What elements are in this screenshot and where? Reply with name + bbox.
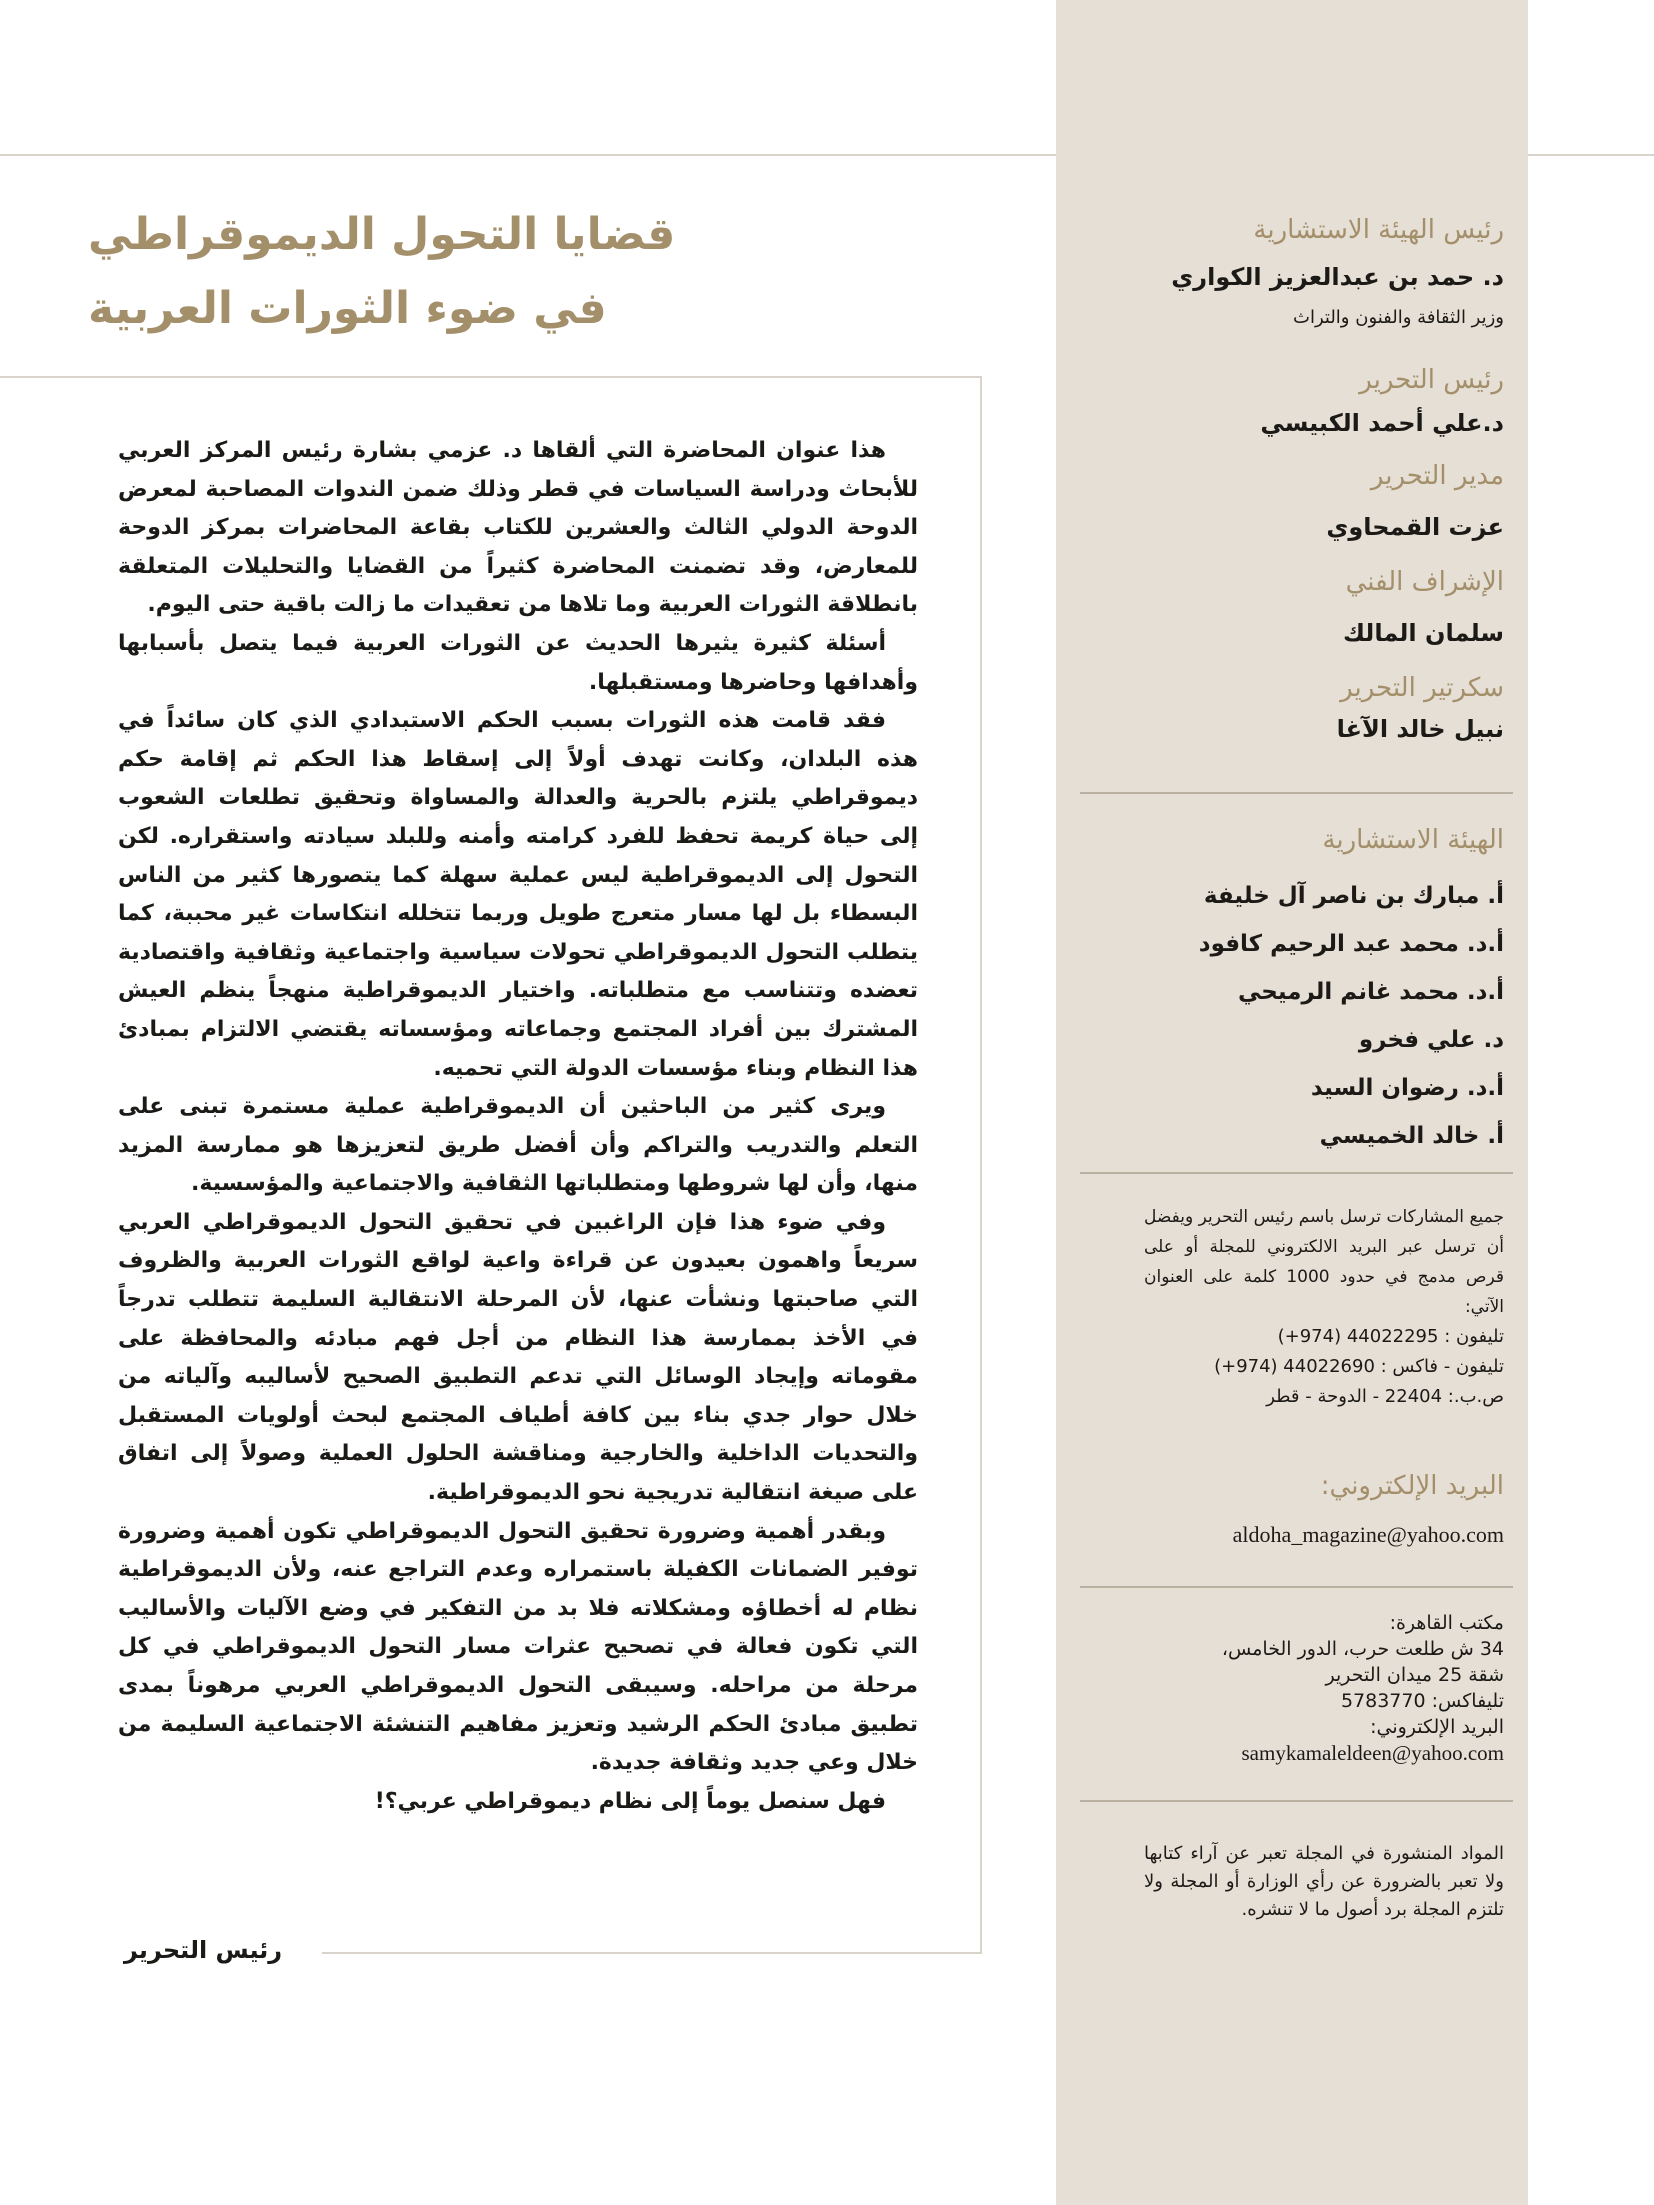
managing-editor-label: مدير التحرير — [1370, 461, 1504, 491]
email-label: البريد الإلكتروني: — [1320, 1471, 1504, 1501]
cairo-telefax: تليفاكس: 5783770 — [1340, 1690, 1504, 1712]
editor-in-chief-name: د.علي أحمد الكبيسي — [1260, 409, 1504, 437]
page-title — [88, 198, 688, 346]
board-member: أ.د. محمد غانم الرميحي — [1237, 979, 1504, 1005]
board-member: أ. مبارك بن ناصر آل خليفة — [1203, 883, 1504, 909]
secretary-name: نبيل خالد الآغا — [1336, 715, 1504, 743]
cairo-email-link[interactable]: samykamaleldeen@yahoo.com — [1241, 1741, 1504, 1765]
phone: تليفون : 44022295 (974+) — [1277, 1326, 1504, 1347]
article-paragraph: فهل سنصل يوماً إلى نظام ديموقراطي عربي؟! — [374, 1788, 886, 1814]
cairo-office-label: مكتب القاهرة: — [1389, 1612, 1504, 1634]
board-member: أ.د. محمد عبد الرحيم كافود — [1198, 931, 1504, 957]
email-link[interactable]: aldoha_magazine@yahoo.com — [1232, 1522, 1504, 1547]
sidebar-divider — [1080, 1172, 1513, 1174]
sidebar-divider — [1080, 1800, 1513, 1802]
article-frame-bottom — [322, 1952, 982, 1954]
article-signature: رئيس التحرير — [124, 1936, 283, 1964]
advisory-head-title: وزير الثقافة والفنون والتراث — [1293, 307, 1504, 328]
article-paragraph: وبقدر أهمية وضرورة تحقيق التحول الديموقراطي تكون أهمية وضرورة توفير الضمانات الكفيلة باستمراره وعدم التراجع عنه، ولأن الديموقراطية نظام له أخطاؤه ومشكلاته فلا بد من التفكير في وضع الآليات والأساليب التي تكون فعالة في تصحيح عثرات مسار التحول الديموقراطي في كل مرحلة من مراحله. وسيبقى التحول الديموقراطي العربي مرهوناً بمدى تطبيق مبادئ الحكم الرشيد وتعزيز مفاهيم التنشئة الاجتماعية السليمة من خلال وعي جديد وثقافة جديدة. — [118, 1518, 918, 1776]
board-member: أ.د. رضوان السيد — [1310, 1075, 1504, 1101]
secretary-label: سكرتير التحرير — [1340, 673, 1504, 703]
sidebar-divider — [1080, 1586, 1513, 1588]
cairo-address-2: شقة 25 ميدان التحرير — [1325, 1664, 1504, 1686]
article-frame-top — [0, 376, 982, 378]
art-direction-label: الإشراف الفني — [1345, 567, 1504, 597]
disclaimer: المواد المنشورة في المجلة تعبر عن آراء كتابها ولا تعبر بالضرورة عن رأي الوزارة أو المجلة ولا تلتزم المجلة برد أصول ما لا تنشره. — [1144, 1843, 1504, 1920]
sidebar-divider — [1080, 792, 1513, 794]
top-rule-right — [1528, 154, 1654, 156]
article-paragraph: فقد قامت هذه الثورات بسبب الحكم الاستبدادي الذي كان سائداً في هذه البلدان، وكانت تهدف أولاً إلى إسقاط هذا الحكم ثم إقامة حكم ديموقراطي يلتزم بالحرية والعدالة والمساواة وتحقيق تطلعات الشعوب إلى حياة كريمة تحفظ للفرد كرامته وأمنه وللبلد سيادته واستقراره. لكن التحول إلى الديموقراطية ليس عملية سهلة كما يتصورها كثير من الناس البسطاء بل لها مسار متعرج طويل وربما تتخلله انتكاسات غير محببة، كما يتطلب التحول الديموقراطي تحولات سياسية واجتماعية وثقافية واقتصادية تعضده وتتناسب مع متطلباته. واختيار الديموقراطية منهجاً ينظم العيش المشترك بين أفراد المجتمع وجماعاته ومؤسساته يقتضي الالتزام بمبادئ هذا النظام وبناء مؤسسات الدولة التي تحميه. — [118, 708, 918, 1081]
article-paragraph: ويرى كثير من الباحثين أن الديموقراطية عملية مستمرة تبنى على التعلم والتدريب والتراكم وأن أفضل طريق لتعزيزها هو ممارسة المزيد منها، وأن لها شروطها ومتطلباتها الثقافية والاجتماعية والمؤسسية. — [118, 1094, 918, 1197]
article-paragraph: وفي ضوء هذا فإن الراغبين في تحقيق التحول الديموقراطي العربي سريعاً واهمون بعيدون عن قراءة واعية لواقع الثورات العربية والظروف التي صاحبتها ونشأت عنها، لأن المرحلة الانتقالية السليمة تتطلب تدرجاً في الأخذ بممارسة هذا النظام من أجل فهم مبادئه والمحافظة على مقوماته وإيجاد الوسائل التي تدعم التطبيق الصحيح لأساليبه وآلياته من خلال حوار جدي بناء بين كافة أطياف المجتمع لبحث أولويات المستقبل والتحديات الداخلية والخارجية ومناقشة الحلول العملية وصولاً إلى اتفاق على صيغة انتقالية تدريجية نحو الديموقراطية. — [118, 1209, 918, 1506]
top-rule — [0, 154, 1056, 156]
advisory-board-label: الهيئة الاستشارية — [1322, 825, 1504, 855]
editor-in-chief-label: رئيس التحرير — [1359, 365, 1504, 395]
advisory-head-label: رئيس الهيئة الاستشارية — [1253, 215, 1504, 245]
article-paragraph: أسئلة كثيرة يثيرها الحديث عن الثورات العربية فيما يتصل بأسبابها وأهدافها وحاضرها ومستقبلها. — [118, 630, 918, 695]
advisory-head-name: د. حمد بن عبدالعزيز الكواري — [1171, 263, 1504, 291]
cairo-email-label: البريد الإلكتروني: — [1370, 1716, 1504, 1738]
masthead-sidebar — [1056, 0, 1528, 2205]
contact-block — [1144, 1322, 1504, 1412]
title-line-1: قضايا التحول الديموقراطي — [88, 209, 676, 260]
article-paragraph: هذا عنوان المحاضرة التي ألقاها د. عزمي بشارة رئيس المركز العربي للأبحاث ودراسة السياسات في قطر وذلك ضمن الندوات المصاحبة لمعرض الدوحة الدولي الثالث والعشرين للكتاب بقاعة المحاضرات بمركز الدوحة للمعارض، وقد تضمنت المحاضرة كثيراً من القضايا والتحليلات المتعلقة بانطلاقة الثورات العربية وما تلاها من تعقيدات ما زالت باقية حتى اليوم. — [118, 438, 918, 618]
board-member: أ. خالد الخميسي — [1319, 1123, 1504, 1149]
advisory-board-list — [1071, 872, 1504, 1160]
managing-editor-name: عزت القمحاوي — [1326, 513, 1504, 541]
cairo-office — [1144, 1610, 1504, 1766]
article-frame-side — [980, 376, 982, 1954]
title-line-2: في ضوء الثورات العربية — [88, 283, 607, 334]
cairo-address-1: 34 ش طلعت حرب، الدور الخامس، — [1221, 1638, 1504, 1660]
phone-fax: تليفون - فاكس : 44022690 (974+) — [1214, 1356, 1504, 1377]
po-box: ص.ب.: 22404 - الدوحة - قطر — [1266, 1386, 1504, 1407]
art-direction-name: سلمان المالك — [1342, 619, 1504, 647]
submission-note: جميع المشاركات ترسل باسم رئيس التحرير ويفضل أن ترسل عبر البريد الالكتروني للمجلة أو على قرص مدمج في حدود 1000 كلمة على العنوان الآتي: — [1144, 1207, 1504, 1317]
board-member: د. علي فخرو — [1358, 1027, 1504, 1053]
editorial-article — [118, 432, 918, 1821]
